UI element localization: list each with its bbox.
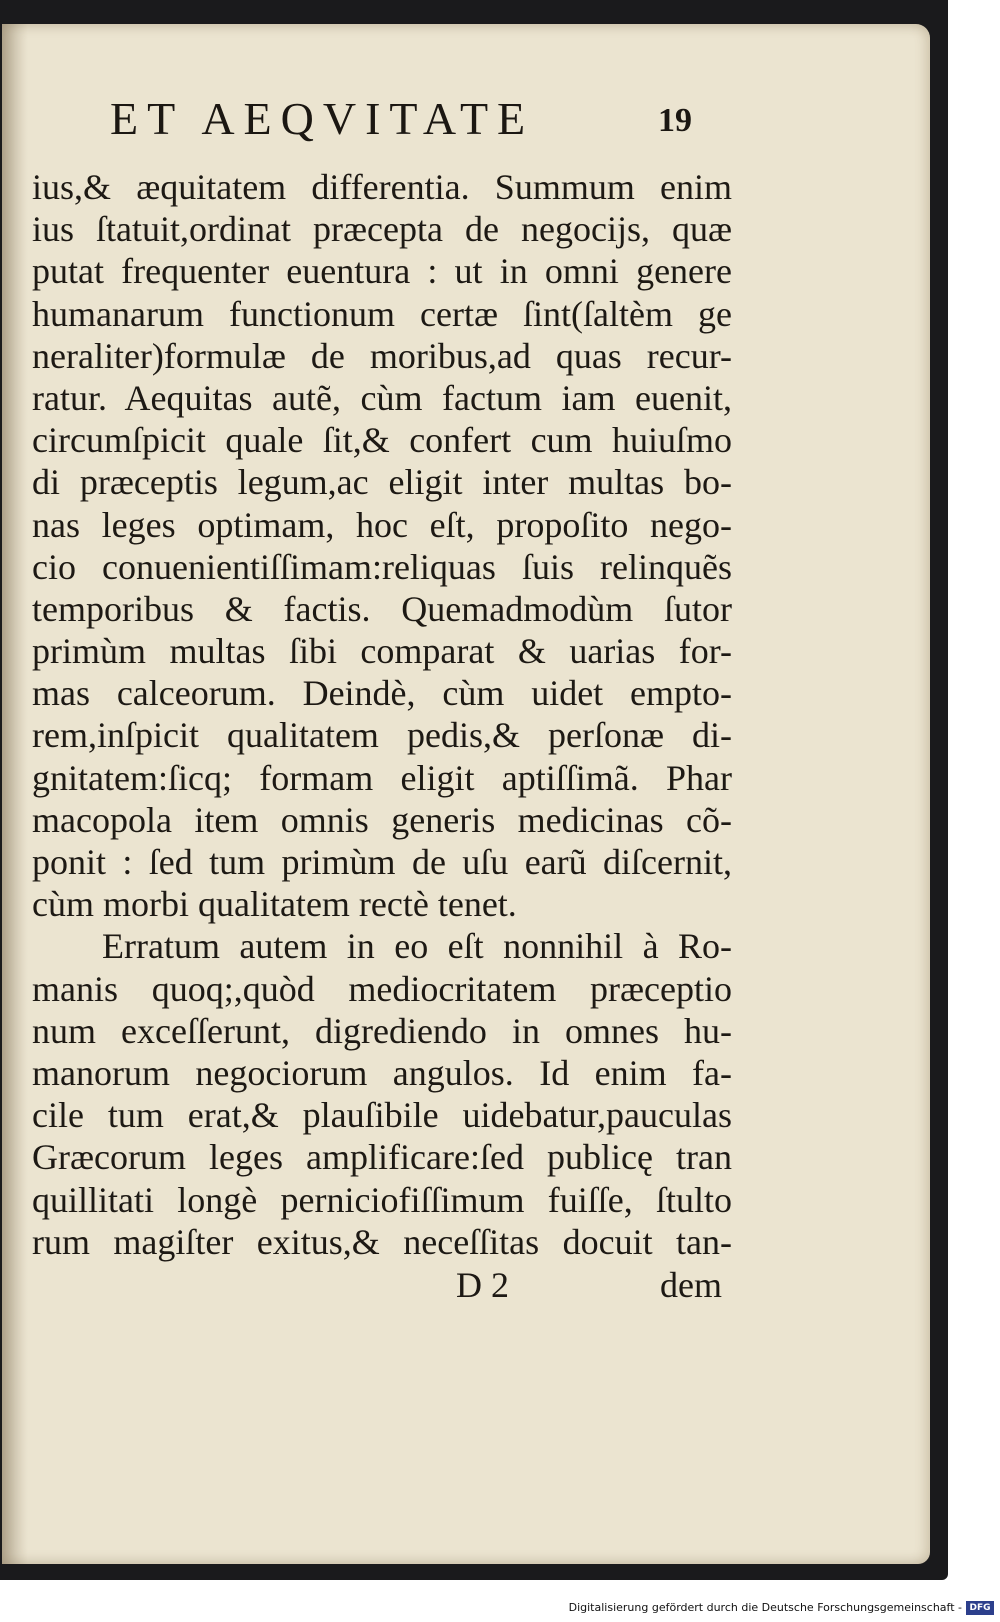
text-line: primùm multas ſibi comparat & uarias for- [32,631,732,672]
text-line: ius,& æquitatem differentia. Summum enim [32,167,732,207]
text-line: rum magiſter exitus,& neceſſitas docuit tan- [32,1221,732,1262]
text-line: quillitati longè perniciofiſſimum fuiſſe, ſtulto [32,1179,732,1220]
signature-mark: D 2 [456,1265,509,1305]
text-line: ratur. Aequitas autẽ, cùm factum iam euenit, [32,377,732,418]
running-title: ET AEQVITATE [110,93,535,144]
text-line: macopola item omnis generis medicinas cõ- [32,799,732,840]
funding-notice: Digitalisierung gefördert durch die Deutsche Forschungsgemeinschaft - [568,1601,962,1614]
text-line: temporibus & factis. Quemadmodùm ſutor [32,588,732,629]
text-line: nas leges optimam, hoc eſt, propoſito nego- [32,504,732,545]
text-line: di præceptis legum,ac eligit inter multas bo- [32,462,732,503]
text-line: num exceſſerunt, digrediendo in omnes hu- [32,1010,732,1051]
dfg-logo-icon: DFG [966,1601,994,1615]
text-line: putat frequenter euentura : ut in omni genere [32,251,732,292]
page-foot [32,1264,732,1314]
text-line: mas calceorum. Deindè, cùm uidet empto- [32,673,732,714]
page-number: 19 [658,102,692,139]
text-line: neraliter)formulæ de moribus,ad quas recur- [32,335,732,376]
text-line: Græcorum leges amplificare:ſed publicę tran [32,1137,732,1178]
paragraph-first-line: Erratum autem in eo eſt nonnihil à Ro- [102,926,732,967]
body-text [32,166,732,1263]
text-line: ius ſtatuit,ordinat præcepta de negocijs, quæ [32,209,732,250]
running-head [110,92,710,152]
text-line: ponit : ſed tum primùm de uſu earũ diſcernit, [32,842,732,882]
text-line: rem,inſpicit qualitatem pedis,& perſonæ di- [32,715,732,756]
text-line: manis quoq;,quòd mediocritatem præceptio [32,968,732,1009]
text-line: manorum negociorum angulos. Id enim fa- [32,1052,732,1093]
catchword: dem [660,1265,722,1305]
text-line: humanarum functionum certæ ſint(ſaltèm ge [32,293,732,334]
text-line: cile tum erat,& plauſibile uidebatur,pauculas [32,1095,732,1136]
text-line: circumſpicit quale ſit,& confert cum huiuſmo [32,420,732,461]
digitization-footer [0,1598,1000,1622]
text-line: gnitatem:ſicq; formam eligit aptiſſimã. Phar [32,757,732,798]
book-page [2,24,930,1564]
text-line: cùm morbi qualitatem rectè tenet. [32,884,517,925]
text-line: cio conuenientiſſimam:reliquas ſuis relinquẽs [32,546,732,587]
